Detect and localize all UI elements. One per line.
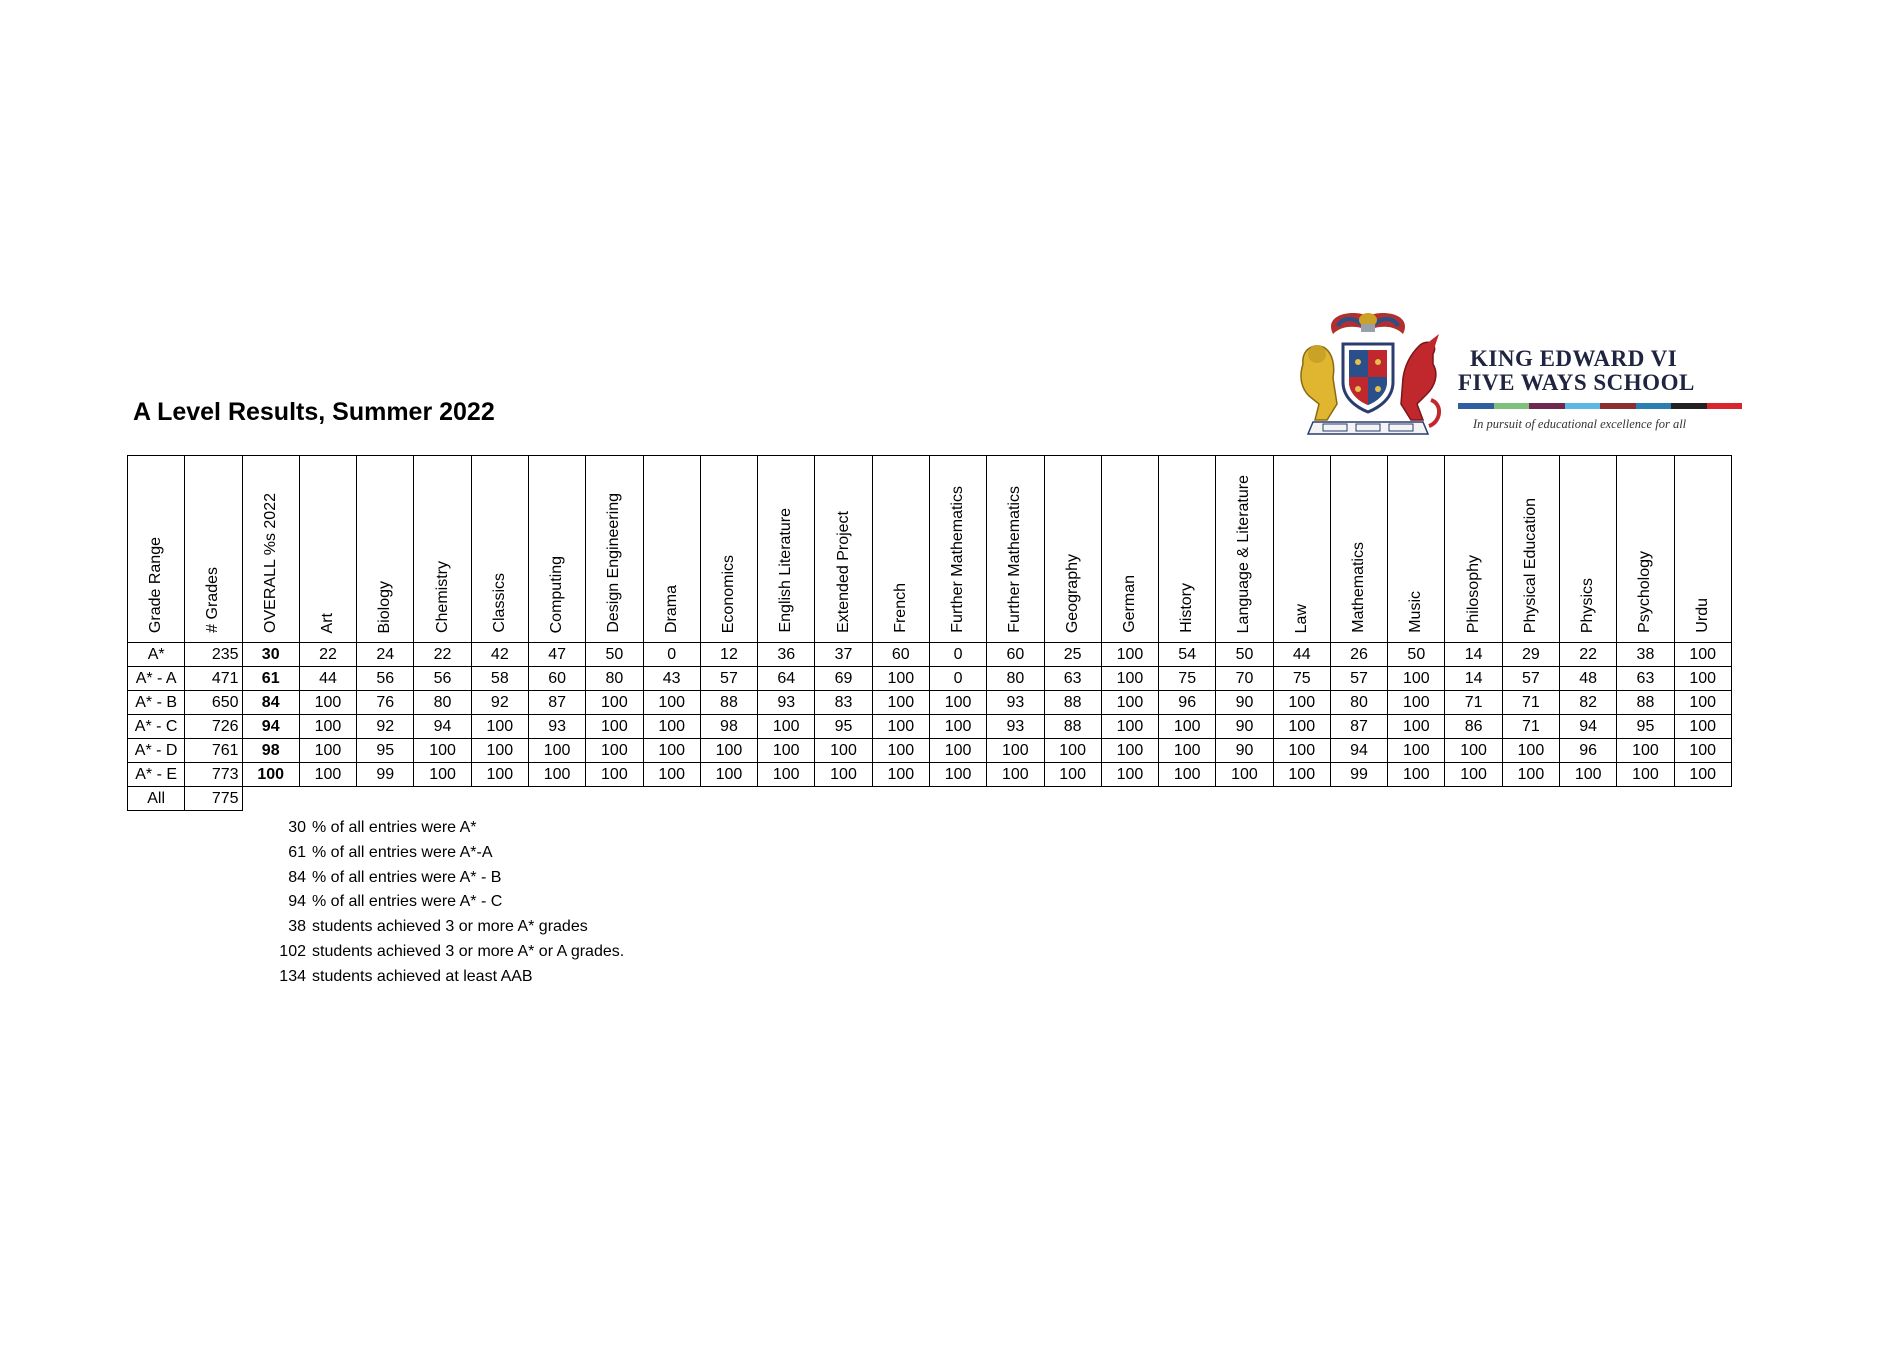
overall-percent-cell: 100 xyxy=(242,763,299,787)
subject-percent-cell: 100 xyxy=(528,739,585,763)
logo-color-stripes xyxy=(1458,403,1742,409)
empty-cell xyxy=(1101,787,1158,811)
subject-percent-cell: 100 xyxy=(1388,763,1445,787)
grade-range-cell: A* - A xyxy=(128,667,185,691)
subject-percent-cell: 100 xyxy=(643,763,700,787)
subject-percent-cell: 93 xyxy=(987,715,1044,739)
subject-percent-cell: 38 xyxy=(1617,643,1674,667)
logo-stripe xyxy=(1458,403,1494,409)
subject-percent-cell: 100 xyxy=(1388,667,1445,691)
subject-percent-cell: 90 xyxy=(1216,715,1273,739)
column-header-label: Physical Education xyxy=(1521,497,1539,633)
empty-cell xyxy=(643,787,700,811)
column-header xyxy=(758,456,815,643)
subject-percent-cell: 47 xyxy=(528,643,585,667)
subject-percent-cell: 60 xyxy=(987,643,1044,667)
subject-percent-cell: 100 xyxy=(586,715,643,739)
column-header-label: Urdu xyxy=(1693,598,1711,633)
logo-stripe xyxy=(1494,403,1530,409)
subject-percent-cell: 14 xyxy=(1445,643,1502,667)
subject-percent-cell: 44 xyxy=(1273,643,1330,667)
subject-percent-cell: 100 xyxy=(815,739,872,763)
subject-percent-cell: 100 xyxy=(758,739,815,763)
subject-percent-cell: 100 xyxy=(700,763,757,787)
subject-percent-cell: 50 xyxy=(586,643,643,667)
column-header xyxy=(528,456,585,643)
empty-cell xyxy=(700,787,757,811)
subject-percent-cell: 100 xyxy=(471,763,528,787)
subject-percent-cell: 22 xyxy=(299,643,356,667)
note-item xyxy=(270,940,624,965)
subject-percent-cell: 100 xyxy=(1674,739,1731,763)
subject-percent-cell: 100 xyxy=(643,739,700,763)
column-header xyxy=(1617,456,1674,643)
subject-percent-cell: 100 xyxy=(586,763,643,787)
column-header-label: Geography xyxy=(1063,553,1081,633)
subject-percent-cell: 75 xyxy=(1273,667,1330,691)
subject-percent-cell: 98 xyxy=(700,715,757,739)
subject-percent-cell: 100 xyxy=(299,763,356,787)
column-header-label: Drama xyxy=(662,584,680,633)
subject-percent-cell: 69 xyxy=(815,667,872,691)
subject-percent-cell: 25 xyxy=(1044,643,1101,667)
column-header xyxy=(872,456,929,643)
grade-range-cell: A* - D xyxy=(128,739,185,763)
subject-percent-cell: 36 xyxy=(758,643,815,667)
subject-percent-cell: 92 xyxy=(357,715,414,739)
column-header xyxy=(128,456,185,643)
logo-stripe xyxy=(1529,403,1565,409)
grades-count-cell: 773 xyxy=(185,763,242,787)
empty-cell xyxy=(1216,787,1273,811)
empty-cell xyxy=(1445,787,1502,811)
empty-cell xyxy=(987,787,1044,811)
subject-percent-cell: 87 xyxy=(528,691,585,715)
note-number: 84 xyxy=(288,868,306,886)
empty-cell xyxy=(528,787,585,811)
subject-percent-cell: 80 xyxy=(1330,691,1387,715)
column-header xyxy=(1560,456,1617,643)
note-text: students achieved 3 or more A* or A grades. xyxy=(312,942,625,960)
empty-cell xyxy=(299,787,356,811)
summary-notes xyxy=(270,816,624,990)
subject-percent-cell: 100 xyxy=(1674,643,1731,667)
subject-percent-cell: 63 xyxy=(1617,667,1674,691)
note-number: 30 xyxy=(288,819,306,836)
table-row xyxy=(128,739,1732,763)
subject-percent-cell: 43 xyxy=(643,667,700,691)
subject-percent-cell: 100 xyxy=(1159,739,1216,763)
column-header xyxy=(299,456,356,643)
table-row xyxy=(128,763,1732,787)
empty-cell xyxy=(815,787,872,811)
table-row-all xyxy=(128,787,1732,811)
subject-percent-cell: 22 xyxy=(1560,643,1617,667)
column-header-label: German xyxy=(1120,575,1138,633)
overall-percent-cell: 30 xyxy=(242,643,299,667)
school-crest-icon xyxy=(1293,304,1443,440)
subject-percent-cell: 100 xyxy=(299,739,356,763)
subject-percent-cell: 100 xyxy=(1445,763,1502,787)
note-text: students achieved 3 or more A* grades xyxy=(312,918,588,936)
logo-stripe xyxy=(1707,403,1743,409)
subject-percent-cell: 100 xyxy=(1445,739,1502,763)
subject-percent-cell: 100 xyxy=(987,763,1044,787)
subject-percent-cell: 100 xyxy=(1159,715,1216,739)
logo-stripe xyxy=(1600,403,1636,409)
subject-percent-cell: 100 xyxy=(1273,763,1330,787)
subject-percent-cell: 75 xyxy=(1159,667,1216,691)
subject-percent-cell: 100 xyxy=(586,739,643,763)
subject-percent-cell: 100 xyxy=(872,667,929,691)
empty-cell xyxy=(1502,787,1559,811)
column-header xyxy=(987,456,1044,643)
column-header xyxy=(586,456,643,643)
column-header-label: Mathematics xyxy=(1350,542,1368,633)
column-header xyxy=(1101,456,1158,643)
school-logo xyxy=(1293,302,1743,442)
note-number: 61 xyxy=(288,843,306,861)
column-header-label: Computing xyxy=(548,555,566,633)
subject-percent-cell: 100 xyxy=(929,691,986,715)
table-header-row xyxy=(128,456,1732,643)
column-header-label: English Literature xyxy=(777,508,795,633)
subject-percent-cell: 22 xyxy=(414,643,471,667)
subject-percent-cell: 100 xyxy=(1101,715,1158,739)
column-header xyxy=(1216,456,1273,643)
note-number: 94 xyxy=(288,893,306,911)
column-header-label: History xyxy=(1178,583,1196,633)
subject-percent-cell: 82 xyxy=(1560,691,1617,715)
subject-percent-cell: 93 xyxy=(528,715,585,739)
subject-percent-cell: 88 xyxy=(1044,715,1101,739)
subject-percent-cell: 100 xyxy=(643,715,700,739)
column-header xyxy=(471,456,528,643)
column-header xyxy=(357,456,414,643)
subject-percent-cell: 12 xyxy=(700,643,757,667)
column-header-label: Philosophy xyxy=(1464,554,1482,633)
subject-percent-cell: 100 xyxy=(414,763,471,787)
subject-percent-cell: 100 xyxy=(1674,715,1731,739)
school-name-line1: KING EDWARD VI xyxy=(1470,346,1678,371)
subject-percent-cell: 0 xyxy=(929,643,986,667)
subject-percent-cell: 100 xyxy=(1159,763,1216,787)
subject-percent-cell: 100 xyxy=(471,739,528,763)
column-header xyxy=(1159,456,1216,643)
column-header xyxy=(1388,456,1445,643)
subject-percent-cell: 80 xyxy=(586,667,643,691)
subject-percent-cell: 71 xyxy=(1502,715,1559,739)
column-header xyxy=(1044,456,1101,643)
table-row xyxy=(128,691,1732,715)
subject-percent-cell: 60 xyxy=(528,667,585,691)
subject-percent-cell: 44 xyxy=(299,667,356,691)
column-header-label: OVERALL %s 2022 xyxy=(261,493,279,633)
subject-percent-cell: 100 xyxy=(299,691,356,715)
subject-percent-cell: 56 xyxy=(414,667,471,691)
logo-stripe xyxy=(1636,403,1672,409)
column-header-label: Design Engineering xyxy=(605,493,623,633)
grades-count-cell: 726 xyxy=(185,715,242,739)
note-item xyxy=(270,890,624,915)
subject-percent-cell: 100 xyxy=(1101,691,1158,715)
subject-percent-cell: 100 xyxy=(1273,739,1330,763)
subject-percent-cell: 56 xyxy=(357,667,414,691)
overall-percent-cell: 84 xyxy=(242,691,299,715)
subject-percent-cell: 100 xyxy=(1388,715,1445,739)
subject-percent-cell: 0 xyxy=(929,667,986,691)
subject-percent-cell: 86 xyxy=(1445,715,1502,739)
column-header-label: Further Mathematics xyxy=(949,486,967,633)
grades-count-cell: 761 xyxy=(185,739,242,763)
subject-percent-cell: 94 xyxy=(1330,739,1387,763)
subject-percent-cell: 87 xyxy=(1330,715,1387,739)
subject-percent-cell: 100 xyxy=(872,739,929,763)
empty-cell xyxy=(758,787,815,811)
overall-percent-cell: 98 xyxy=(242,739,299,763)
subject-percent-cell: 96 xyxy=(1159,691,1216,715)
column-header-label: French xyxy=(891,583,909,633)
subject-percent-cell: 100 xyxy=(929,715,986,739)
subject-percent-cell: 100 xyxy=(1674,667,1731,691)
column-header-label: Music xyxy=(1407,591,1425,633)
subject-percent-cell: 100 xyxy=(414,739,471,763)
empty-cell xyxy=(1388,787,1445,811)
subject-percent-cell: 50 xyxy=(1388,643,1445,667)
column-header-label: Psychology xyxy=(1636,551,1654,633)
subject-percent-cell: 88 xyxy=(700,691,757,715)
subject-percent-cell: 70 xyxy=(1216,667,1273,691)
subject-percent-cell: 95 xyxy=(1617,715,1674,739)
column-header-label: # Grades xyxy=(204,567,222,633)
subject-percent-cell: 99 xyxy=(1330,763,1387,787)
logo-stripe xyxy=(1565,403,1601,409)
school-name-line2: FIVE WAYS SCHOOL xyxy=(1458,370,1695,395)
note-item xyxy=(270,915,624,940)
empty-cell xyxy=(1044,787,1101,811)
subject-percent-cell: 100 xyxy=(1273,715,1330,739)
subject-percent-cell: 100 xyxy=(1674,763,1731,787)
empty-cell xyxy=(357,787,414,811)
table-row xyxy=(128,715,1732,739)
column-header xyxy=(1330,456,1387,643)
subject-percent-cell: 100 xyxy=(700,739,757,763)
column-header-label: Economics xyxy=(719,554,737,633)
grades-count-cell: 235 xyxy=(185,643,242,667)
grades-count-cell: 775 xyxy=(185,787,242,811)
subject-percent-cell: 99 xyxy=(357,763,414,787)
column-header xyxy=(700,456,757,643)
note-text: % of all entries were A*-A xyxy=(312,843,493,861)
column-header xyxy=(643,456,700,643)
grade-range-cell: A* - B xyxy=(128,691,185,715)
subject-percent-cell: 71 xyxy=(1445,691,1502,715)
subject-percent-cell: 100 xyxy=(471,715,528,739)
empty-cell xyxy=(872,787,929,811)
subject-percent-cell: 71 xyxy=(1502,691,1559,715)
subject-percent-cell: 100 xyxy=(1502,739,1559,763)
empty-cell xyxy=(414,787,471,811)
empty-cell xyxy=(1159,787,1216,811)
subject-percent-cell: 76 xyxy=(357,691,414,715)
subject-percent-cell: 26 xyxy=(1330,643,1387,667)
empty-cell xyxy=(1617,787,1674,811)
subject-percent-cell: 100 xyxy=(1101,667,1158,691)
subject-percent-cell: 88 xyxy=(1617,691,1674,715)
subject-percent-cell: 100 xyxy=(1101,739,1158,763)
subject-percent-cell: 90 xyxy=(1216,739,1273,763)
column-header xyxy=(815,456,872,643)
column-header xyxy=(242,456,299,643)
subject-percent-cell: 64 xyxy=(758,667,815,691)
note-item xyxy=(270,816,624,841)
empty-cell xyxy=(1330,787,1387,811)
empty-cell xyxy=(1273,787,1330,811)
note-text: % of all entries were A* xyxy=(312,819,477,836)
subject-percent-cell: 100 xyxy=(1674,691,1731,715)
subject-percent-cell: 94 xyxy=(1560,715,1617,739)
table-row xyxy=(128,643,1732,667)
note-item xyxy=(270,841,624,866)
column-header xyxy=(1502,456,1559,643)
column-header xyxy=(1445,456,1502,643)
note-item xyxy=(270,965,624,990)
subject-percent-cell: 100 xyxy=(586,691,643,715)
subject-percent-cell: 100 xyxy=(872,715,929,739)
subject-percent-cell: 100 xyxy=(1388,739,1445,763)
page-title: A Level Results, Summer 2022 xyxy=(133,398,495,426)
subject-percent-cell: 100 xyxy=(987,739,1044,763)
subject-percent-cell: 29 xyxy=(1502,643,1559,667)
column-header-label: Language & Literature xyxy=(1235,474,1253,633)
subject-percent-cell: 90 xyxy=(1216,691,1273,715)
subject-percent-cell: 100 xyxy=(872,763,929,787)
note-number: 38 xyxy=(288,918,306,936)
column-header-label: Classics xyxy=(490,573,508,633)
empty-cell xyxy=(1674,787,1731,811)
note-item xyxy=(270,866,624,891)
subject-percent-cell: 80 xyxy=(414,691,471,715)
subject-percent-cell: 100 xyxy=(1273,691,1330,715)
column-header-label: Chemistry xyxy=(433,560,451,633)
subject-percent-cell: 100 xyxy=(1044,763,1101,787)
subject-percent-cell: 100 xyxy=(528,763,585,787)
subject-percent-cell: 94 xyxy=(414,715,471,739)
subject-percent-cell: 57 xyxy=(700,667,757,691)
overall-percent-cell: 94 xyxy=(242,715,299,739)
column-header xyxy=(1273,456,1330,643)
subject-percent-cell: 50 xyxy=(1216,643,1273,667)
subject-percent-cell: 100 xyxy=(1101,763,1158,787)
empty-cell xyxy=(586,787,643,811)
subject-percent-cell: 83 xyxy=(815,691,872,715)
subject-percent-cell: 100 xyxy=(758,763,815,787)
subject-percent-cell: 100 xyxy=(758,715,815,739)
column-header xyxy=(1674,456,1731,643)
subject-percent-cell: 100 xyxy=(929,739,986,763)
subject-percent-cell: 100 xyxy=(929,763,986,787)
column-header xyxy=(414,456,471,643)
subject-percent-cell: 93 xyxy=(758,691,815,715)
logo-stripe xyxy=(1671,403,1707,409)
subject-percent-cell: 14 xyxy=(1445,667,1502,691)
school-motto: In pursuit of educational excellence for all xyxy=(1473,417,1687,431)
subject-percent-cell: 100 xyxy=(1101,643,1158,667)
note-number: 102 xyxy=(279,942,306,960)
column-header-label: Further Mathematics xyxy=(1006,486,1024,633)
note-text: students achieved at least AAB xyxy=(312,967,533,985)
grade-range-cell: A* - E xyxy=(128,763,185,787)
grade-range-cell: A* - C xyxy=(128,715,185,739)
column-header-label: Art xyxy=(318,612,336,633)
subject-percent-cell: 100 xyxy=(643,691,700,715)
column-header-label: Extended Project xyxy=(834,511,852,633)
table-row xyxy=(128,667,1732,691)
column-header-label: Grade Range xyxy=(147,536,165,633)
empty-cell xyxy=(1560,787,1617,811)
subject-percent-cell: 80 xyxy=(987,667,1044,691)
subject-percent-cell: 95 xyxy=(357,739,414,763)
column-header-label: Biology xyxy=(376,580,394,633)
subject-percent-cell: 57 xyxy=(1330,667,1387,691)
note-text: % of all entries were A* - B xyxy=(312,868,502,886)
subject-percent-cell: 100 xyxy=(299,715,356,739)
subject-percent-cell: 100 xyxy=(1617,739,1674,763)
column-header xyxy=(929,456,986,643)
overall-percent-cell: 61 xyxy=(242,667,299,691)
subject-percent-cell: 63 xyxy=(1044,667,1101,691)
subject-percent-cell: 88 xyxy=(1044,691,1101,715)
subject-percent-cell: 54 xyxy=(1159,643,1216,667)
subject-percent-cell: 95 xyxy=(815,715,872,739)
note-number: 134 xyxy=(279,967,306,985)
subject-percent-cell: 60 xyxy=(872,643,929,667)
subject-percent-cell: 100 xyxy=(1044,739,1101,763)
subject-percent-cell: 100 xyxy=(1502,763,1559,787)
subject-percent-cell: 57 xyxy=(1502,667,1559,691)
grades-count-cell: 471 xyxy=(185,667,242,691)
subject-percent-cell: 100 xyxy=(815,763,872,787)
subject-percent-cell: 42 xyxy=(471,643,528,667)
note-text: % of all entries were A* - C xyxy=(312,893,503,911)
subject-percent-cell: 92 xyxy=(471,691,528,715)
subject-percent-cell: 58 xyxy=(471,667,528,691)
empty-cell xyxy=(242,787,299,811)
grades-count-cell: 650 xyxy=(185,691,242,715)
empty-cell xyxy=(929,787,986,811)
column-header-label: Physics xyxy=(1579,577,1597,633)
subject-percent-cell: 100 xyxy=(1216,763,1273,787)
subject-percent-cell: 100 xyxy=(1560,763,1617,787)
column-header-label: Law xyxy=(1292,603,1310,633)
subject-percent-cell: 96 xyxy=(1560,739,1617,763)
subject-percent-cell: 93 xyxy=(987,691,1044,715)
subject-percent-cell: 100 xyxy=(1617,763,1674,787)
subject-percent-cell: 100 xyxy=(872,691,929,715)
empty-cell xyxy=(471,787,528,811)
column-header xyxy=(185,456,242,643)
grade-range-cell: A* xyxy=(128,643,185,667)
subject-percent-cell: 24 xyxy=(357,643,414,667)
grade-range-cell: All xyxy=(128,787,185,811)
subject-percent-cell: 0 xyxy=(643,643,700,667)
subject-percent-cell: 100 xyxy=(1388,691,1445,715)
subject-percent-cell: 48 xyxy=(1560,667,1617,691)
subject-percent-cell: 37 xyxy=(815,643,872,667)
results-table xyxy=(127,455,1732,811)
